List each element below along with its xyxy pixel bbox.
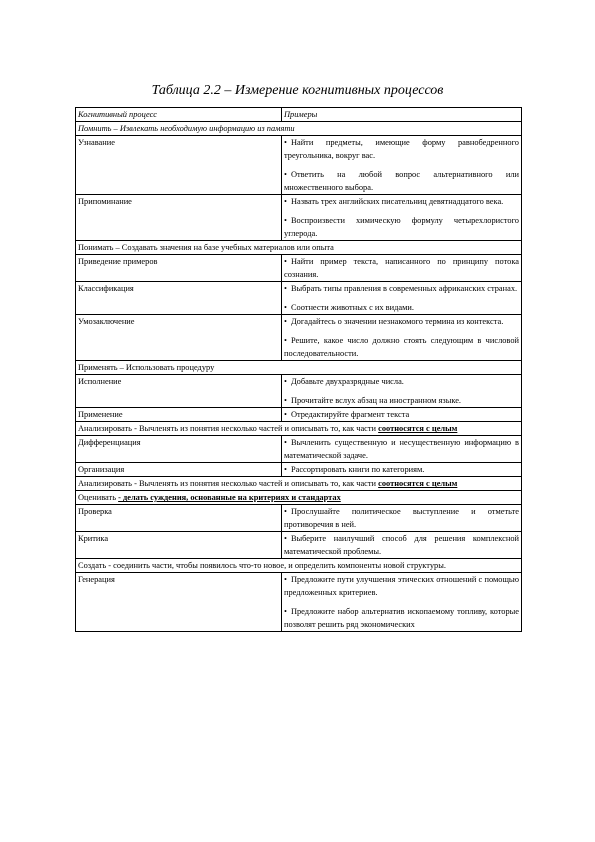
section-apply: Применять – Использовать процедуру (76, 361, 522, 375)
table-row (76, 375, 522, 408)
section-row (76, 477, 522, 491)
examples-cell (282, 573, 522, 632)
example-item: • Ответить на любой вопрос альтернативного или множественного выбора. (284, 168, 519, 194)
table-row (76, 573, 522, 632)
table-title: Таблица 2.2 – Измерение когнитивных процессов (151, 83, 444, 98)
example-item: • Воспроизвести химическую формулу четырехлористого углерода. (284, 214, 519, 240)
section-understand: Понимать – Создавать значения на базе учебных материалов или опыта (76, 241, 522, 255)
section-row (76, 559, 522, 573)
table-row (76, 532, 522, 559)
section-analyze-repeat (76, 477, 522, 491)
section-remember: Помнить – Извлекать необходимую информацию из памяти (76, 122, 522, 136)
examples-cell (282, 532, 522, 559)
table-row (76, 136, 522, 195)
example-item: • Найти пример текста, написанного по принципу потока сознания. (284, 255, 519, 281)
example-item: • Найти предметы, имеющие форму равнобедренного треугольника, вокруг вас. (284, 136, 519, 162)
section-row (76, 361, 522, 375)
table-row (76, 436, 522, 463)
cognitive-process-table (75, 107, 522, 632)
process-label: Приведение примеров (76, 255, 282, 282)
section-emphasis: соотносятся с целым (378, 424, 458, 433)
table-row (76, 255, 522, 282)
process-label: Классификация (76, 282, 282, 315)
process-label: Узнавание (76, 136, 282, 195)
examples-cell (282, 505, 522, 532)
table-row (76, 315, 522, 361)
table-row (76, 408, 522, 422)
section-emphasis: соотносятся с целым (378, 479, 458, 488)
example-item: • Выбрать типы правления в современных африканских странах. (284, 282, 519, 295)
example-item: • Выберите наилучший способ для решения комплексной математической проблемы. (284, 532, 519, 558)
header-cognitive-process: Когнитивный процесс (76, 108, 282, 122)
example-item: • Догадайтесь о значении незнакомого термина из контекста. (284, 315, 519, 328)
examples-cell (282, 255, 522, 282)
examples-cell (282, 408, 522, 422)
process-label: Припоминание (76, 195, 282, 241)
example-item: • Назвать трех английских писательниц девятнадцатого века. (284, 195, 519, 208)
example-item: • Прочитайте вслух абзац на иностранном языке. (284, 394, 519, 407)
examples-cell (282, 195, 522, 241)
process-label: Проверка (76, 505, 282, 532)
process-label: Применение (76, 408, 282, 422)
table-row (76, 195, 522, 241)
example-item: • Рассортировать книги по категориям. (284, 463, 519, 476)
section-row (76, 122, 522, 136)
example-item: • Предложите набор альтернатив ископаемому топливу, которые позволят решить ряд экономических (284, 605, 519, 631)
example-item: • Соотнести животных с их видами. (284, 301, 519, 314)
examples-cell (282, 315, 522, 361)
example-item: • Прослушайте политическое выступление и отметьте противоречия в ней. (284, 505, 519, 531)
examples-cell (282, 136, 522, 195)
example-item: • Отредактируйте фрагмент текста (284, 408, 519, 421)
section-text: Анализировать - Вычленять из понятия несколько частей и описывать то, как части (78, 479, 379, 488)
section-create: Создать - соединить части, чтобы появилось что-то новое, и определить компоненты новой структуры. (76, 559, 522, 573)
table-header-row (76, 108, 522, 122)
example-item: • Решите, какое число должно стоять следующим в числовой последовательности. (284, 334, 519, 360)
process-label: Организация (76, 463, 282, 477)
process-label: Исполнение (76, 375, 282, 408)
section-text: Анализировать - Вычленять из понятия несколько частей и описывать то, как части (78, 424, 379, 433)
process-label: Критика (76, 532, 282, 559)
section-row (76, 491, 522, 505)
example-item: • Добавьте двухразрядные числа. (284, 375, 519, 388)
example-item: • Вычленить существенную и несущественную информацию в математической задаче. (284, 436, 519, 462)
examples-cell (282, 375, 522, 408)
section-row (76, 422, 522, 436)
examples-cell (282, 463, 522, 477)
section-row (76, 241, 522, 255)
section-evaluate (76, 491, 522, 505)
examples-cell (282, 282, 522, 315)
example-item: • Предложите пути улучшения этических отношений с помощью предложенных критериев. (284, 573, 519, 599)
section-analyze (76, 422, 522, 436)
table-row (76, 463, 522, 477)
table-row (76, 505, 522, 532)
header-examples: Примеры (282, 108, 522, 122)
section-emphasis: - делать суждения, основанные на критериях и стандартах (118, 493, 341, 502)
process-label: Генерация (76, 573, 282, 632)
table-row (76, 282, 522, 315)
examples-cell (282, 436, 522, 463)
process-label: Умозаключение (76, 315, 282, 361)
section-text: Оценивать (78, 493, 119, 502)
process-label: Дифференциация (76, 436, 282, 463)
